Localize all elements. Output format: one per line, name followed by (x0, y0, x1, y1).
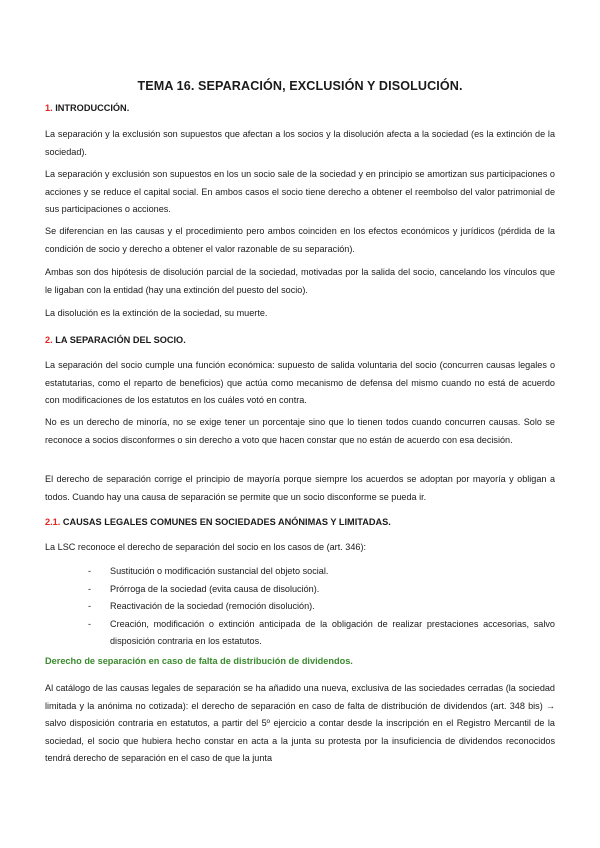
paragraph: La separación y exclusión son supuestos en los un socio sale de la sociedad y en principio se amortizan sus participaciones o acciones y se reduce el capital social. En ambos casos el socio tiene derecho a obtener el reembolso del valor patrimonial de sus participaciones o acciones. (45, 169, 555, 215)
paragraph: No es un derecho de minoría, no se exige tener un porcentaje sino que lo tienen todos cuando concurren causas. Solo se reconoce a socios disconformes o sin derecho a voto que hacen constar que no están de acuerdo con esa decisión. (45, 417, 555, 445)
heading-number: 1. (45, 103, 53, 113)
paragraph: La disolución es la extinción de la sociedad, su muerte. (45, 308, 268, 318)
paragraph: El derecho de separación corrige el principio de mayoría porque siempre los acuerdos se adoptan por mayoría y obligan a todos. Cuando hay una causa de separación se permite que un socio disconforme se pueda ir. (45, 474, 555, 502)
paragraph: Se diferencian en las causas y el procedimiento pero ambos coinciden en los efectos económicos y jurídicos (pérdida de la condición de socio y derecho a obtener el valor razonable de su separación). (45, 226, 555, 254)
paragraph: La separación del socio cumple una función económica: supuesto de salida voluntaria del socio (concurren causas legales o estatutarias, como el reparto de beneficios) que actúa como mecanismo de defensa del mismo cuando no está de acuerdo con modificaciones de los estatutos en los cuáles votó en contra. (45, 360, 555, 406)
page-title: TEMA 16. SEPARACIÓN, EXCLUSIÓN Y DISOLUCIÓN. (137, 79, 463, 93)
list-item: - Prórroga de la sociedad (evita causa de disolución). (88, 581, 555, 599)
heading-text: CAUSAS LEGALES COMUNES EN SOCIEDADES ANÓNIMAS Y LIMITADAS. (62, 517, 391, 527)
heading-introduccion (45, 102, 129, 114)
heading-text: LA SEPARACIÓN DEL SOCIO. (55, 335, 186, 345)
list-item: - Reactivación de la sociedad (remoción disolución). (88, 598, 555, 616)
heading-number: 2.1. (45, 517, 61, 527)
paragraph: Al catálogo de las causas legales de separación se ha añadido una nueva, exclusiva de las sociedades cerradas (la sociedad limitada y la anónima no cotizada): el derecho de separación en caso de falta de distribución de dividendos (art. 348 bis) → salvo disposición contraria en estatutos, a partir del 5º ejercicio a contar desde la inscripción en el Registro Mercantil de la sociedad, el socio que hubiera hecho constar en acta a la junta su protesta por la insuficiencia de dividendos reconocidos tendrá derecho de separación en el caso de que la junta (45, 683, 555, 764)
heading-dividendos: Derecho de separación en caso de falta de distribución de dividendos. (45, 656, 353, 666)
list-item: - Sustitución o modificación sustancial del objeto social. (88, 563, 555, 581)
paragraph: Ambas son dos hipótesis de disolución parcial de la sociedad, motivadas por la salida del socio, cancelando los vínculos que le ligaban con la entidad (hay una extinción del puesto del socio). (45, 267, 555, 295)
heading-causas-legales (45, 516, 391, 528)
heading-separacion-socio (45, 334, 186, 346)
heading-number: 2. (45, 335, 53, 345)
list-item: - Creación, modificación o extinción anticipada de la obligación de realizar prestaciones accesorias, salvo disposición contraria en los estatutos. (88, 616, 555, 651)
paragraph: La LSC reconoce el derecho de separación del socio en los casos de (art. 346): (45, 542, 366, 552)
paragraph: La separación y la exclusión son supuestos que afectan a los socios y la disolución afecta a la sociedad (es la extinción de la sociedad). (45, 129, 555, 157)
heading-text: INTRODUCCIÓN. (55, 103, 130, 113)
causes-list (88, 563, 555, 651)
